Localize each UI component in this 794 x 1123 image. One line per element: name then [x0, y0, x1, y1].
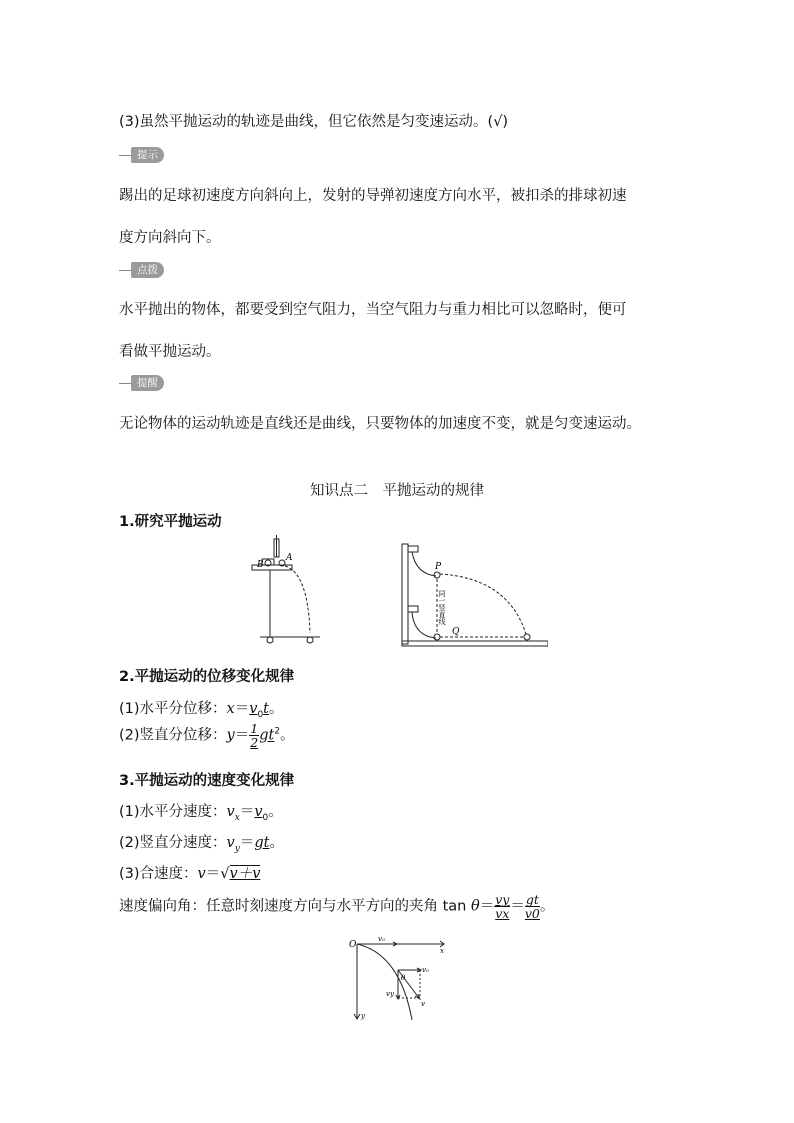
frac-num: 1 [250, 721, 259, 736]
label-theta: θ [401, 974, 406, 982]
var-x: x [226, 701, 235, 717]
hint-tag [119, 147, 164, 163]
period: 。 [539, 898, 555, 915]
label-p: P [435, 562, 442, 572]
ball-b-landed [267, 637, 273, 643]
sec3-item3-prefix: (3)合速度： [119, 866, 198, 882]
answer-resultant: v＋v [229, 866, 261, 882]
tag-dash [119, 383, 131, 384]
sub-x: x [234, 812, 240, 823]
frac2-den: v0 [524, 906, 540, 921]
tip-text-line-2: 看做平抛运动。 [119, 344, 221, 360]
base-track [402, 641, 548, 646]
label-y: y [361, 1012, 365, 1020]
eq-sign: ＝ [234, 701, 250, 717]
fraction-gt-v0 [525, 893, 540, 920]
label-v0-top: v₀ [378, 935, 385, 943]
parabolic-path [440, 574, 526, 634]
label-v0-side: v₀ [422, 966, 429, 974]
angle-prefix: 速度偏向角：任意时刻速度方向与水平方向的夹角 tan [119, 898, 471, 915]
var-y: y [226, 727, 235, 744]
eq-sign: ＝ [239, 835, 255, 851]
sec3-title: 3.平抛运动的速度变化规律 [119, 773, 295, 789]
sec2-item1-prefix: (1)水平分位移： [119, 701, 227, 717]
reminder-tag-label: 提醒 [131, 375, 164, 391]
fraction-vy-vx [494, 893, 510, 920]
label-a: A [286, 553, 293, 563]
reminder-text: 无论物体的运动轨迹是直线还是曲线，只要物体的加速度不变，就是匀变速运动。 [119, 416, 641, 432]
period: 。 [269, 835, 284, 851]
sec3-angle-line [119, 893, 554, 920]
eq-sign: ＝ [479, 898, 495, 915]
tip-tag-label: 点拨 [131, 262, 164, 278]
answer-gt: gt [259, 727, 275, 744]
sec3-item-2 [119, 831, 284, 854]
sec2-item2-prefix: (2)竖直分位移： [119, 727, 227, 744]
figure-velocity-decomposition [340, 934, 450, 1024]
label-v: v [421, 1000, 425, 1008]
figure-two-track-apparatus [398, 538, 548, 650]
upper-ramp [412, 552, 436, 576]
lower-ramp [412, 612, 436, 638]
sec2-item-1 [119, 697, 284, 720]
sec2-item-2 [119, 722, 295, 749]
label-o: O [349, 940, 357, 950]
fraction-half [249, 722, 259, 749]
section-title: 知识点二 平抛运动的规律 [310, 483, 484, 499]
tag-dash [119, 270, 131, 271]
label-x: x [440, 947, 444, 955]
var-v: v [226, 804, 235, 820]
ball-landed [524, 634, 530, 640]
eq-sign: ＝ [234, 727, 250, 744]
sec1-title: 1.研究平抛运动 [119, 514, 222, 530]
answer-sub: 0 [262, 812, 269, 823]
period: 。 [268, 804, 283, 820]
tip-tag [119, 262, 164, 278]
eq-sign: ＝ [239, 804, 255, 820]
var-v: v [197, 866, 206, 882]
tag-dash [119, 155, 131, 156]
vertical-board [402, 544, 408, 644]
sec3-item1-prefix: (1)水平分速度： [119, 804, 227, 820]
sub-y: y [234, 843, 240, 854]
answer-vx [254, 804, 269, 823]
hint-tag-label: 提示 [131, 147, 164, 163]
answer-v: v [254, 804, 263, 820]
var-v: v [226, 835, 235, 851]
answer-t: t [263, 701, 269, 717]
sqrt-sign: √ [220, 866, 230, 882]
trajectory [285, 566, 310, 633]
eq-sign: ＝ [510, 898, 525, 915]
answer-v: v [249, 701, 258, 717]
period: 。 [269, 701, 284, 717]
frac-den: 2 [250, 735, 259, 750]
reminder-tag [119, 375, 164, 391]
theta: θ [470, 898, 480, 915]
hint-text-line-2: 度方向斜向下。 [119, 230, 221, 246]
vertical-line-label: 同一竖直线 [438, 590, 446, 625]
label-vy: vy [386, 990, 394, 998]
figure-hammer-apparatus [240, 533, 330, 648]
answer-sub: 0 [257, 709, 264, 720]
label-q: Q [452, 627, 460, 637]
frac1-den: vx [495, 906, 510, 921]
eq-sign: ＝ [205, 866, 221, 882]
tip-text-line-1: 水平抛出的物体，都要受到空气阻力，当空气阻力与重力相比可以忽略时，便可 [119, 302, 627, 318]
label-b: B [257, 560, 264, 570]
sec3-item-3 [119, 862, 260, 883]
sec3-item2-prefix: (2)竖直分速度： [119, 835, 227, 851]
period: 。 [280, 727, 295, 744]
ball-q [434, 634, 440, 640]
power-2: 2 [274, 726, 281, 737]
answer-horizontal-displacement [249, 701, 269, 720]
frac1-num: vy [495, 892, 510, 907]
trajectory-curve [357, 944, 412, 1020]
frac2-num: gt [525, 892, 539, 907]
sec2-title: 2.平抛运动的位移变化规律 [119, 669, 295, 685]
ball-a-landed [307, 637, 313, 643]
intro-item-3: (3)虽然平抛运动的轨迹是曲线，但它依然是匀变速运动。(√) [119, 114, 509, 130]
hint-text-line-1: 踢出的足球初速度方向斜向上，发射的导弹初速度方向水平，被扣杀的排球初速 [119, 188, 627, 204]
sec3-item-1 [119, 800, 283, 823]
ball-p [434, 572, 440, 578]
answer-vy: gt [254, 835, 270, 851]
